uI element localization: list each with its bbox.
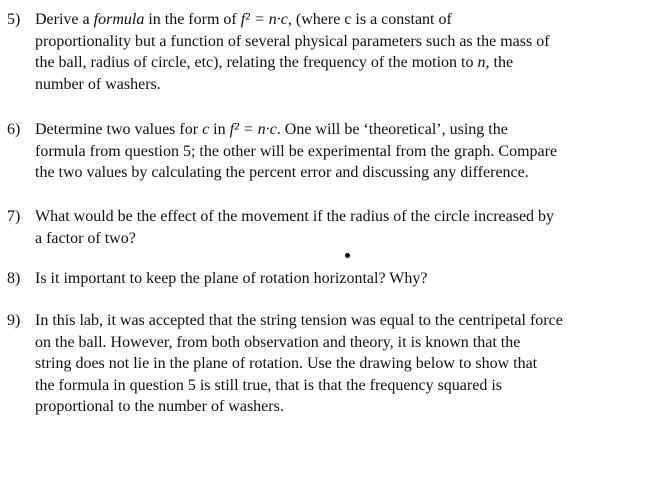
stray-dot [345, 253, 350, 258]
question-text [35, 119, 635, 184]
text-line: on the ball. However, from both observation and theory, it is known that the [35, 333, 521, 351]
text-line: Derive a formula in the form of f² = n·c, (where c is a constant of [35, 11, 452, 28]
text-line: a factor of two? [35, 229, 136, 247]
text-line: Determine two values for c in f² = n·c. One will be ‘theoretical’, using the [35, 121, 508, 138]
text-line: Is it important to keep the plane of rotation horizontal? Why? [35, 270, 428, 287]
question-number: 6) [7, 121, 21, 138]
question-text [35, 268, 635, 290]
text-line: formula from question 5; the other will be experimental from the graph. Compare [35, 142, 558, 160]
question-number: 8) [7, 270, 21, 287]
text-line: string does not lie in the plane of rotation. Use the drawing below to show that [35, 355, 538, 372]
text-line: In this lab, it was accepted that the string tension was equal to the centripetal force [35, 312, 563, 329]
text-line: the two values by calculating the percent error and discussing any difference. [35, 164, 529, 181]
question-text [35, 310, 635, 418]
question-text [35, 9, 635, 95]
question-number: 7) [7, 208, 21, 225]
formula: f² = n·c [240, 11, 288, 28]
emphasis: c [202, 121, 210, 138]
text-line: proportional to the number of washers. [35, 398, 284, 415]
text-line: the formula in question 5 is still true, that is that the frequency squared is [35, 376, 503, 394]
question-number: 5) [7, 11, 21, 28]
question-number: 9) [7, 312, 21, 329]
text-line: proportionality but a function of several physical parameters such as the mass of [35, 32, 550, 50]
emphasis: formula [93, 11, 145, 28]
text-line: What would be the effect of the movement if the radius of the circle increased by [35, 208, 555, 225]
formula: f² = n·c [229, 121, 277, 138]
text-line: number of washers. [35, 75, 161, 93]
emphasis: n [477, 54, 486, 71]
text-line: the ball, radius of circle, etc), relating the frequency of the motion to n, the [35, 54, 514, 71]
question-text [35, 206, 635, 249]
